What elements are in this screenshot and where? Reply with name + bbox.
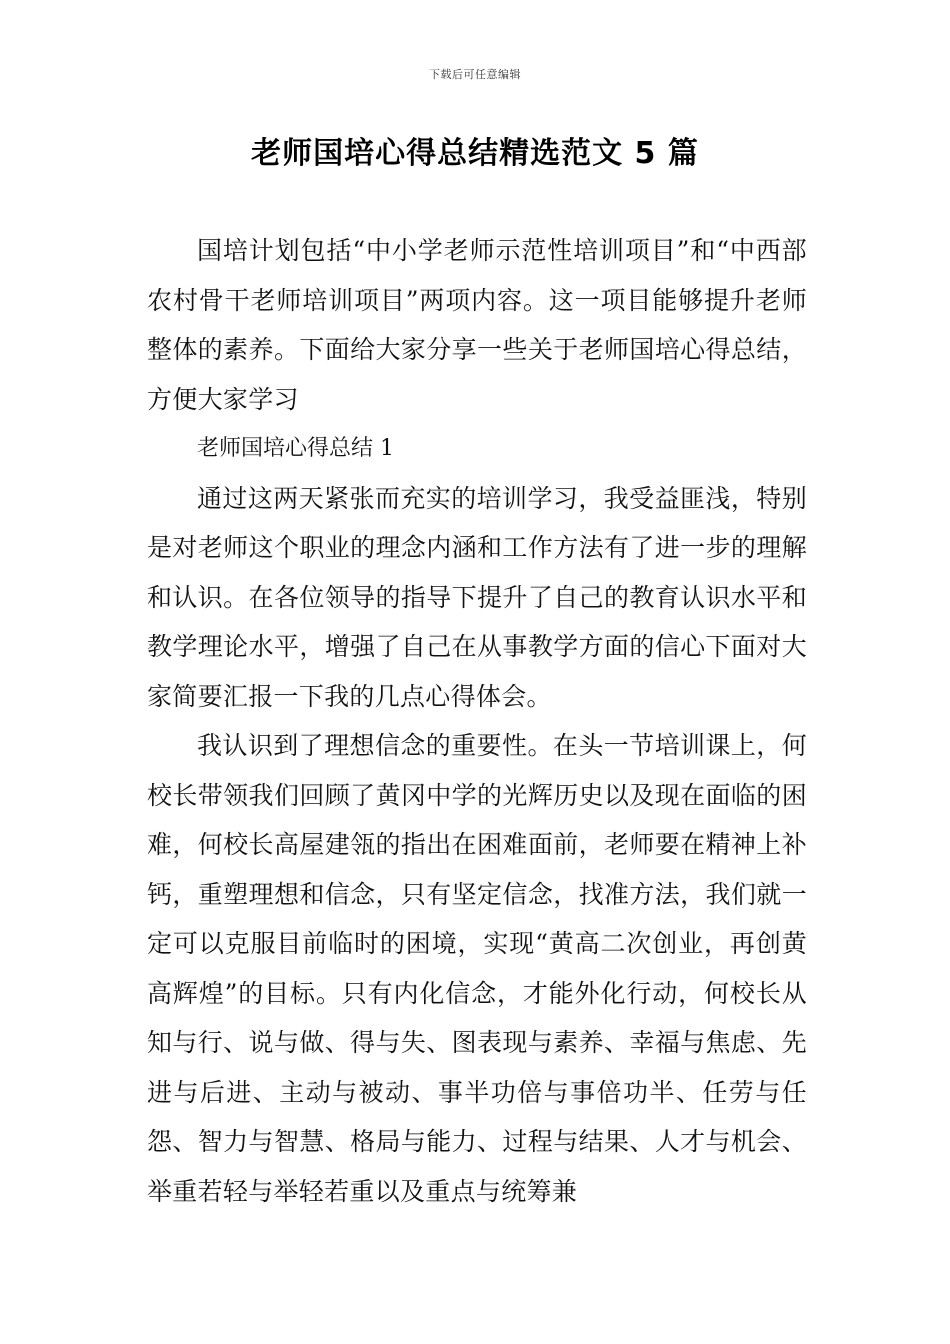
- document-body: [147, 226, 807, 1216]
- header-note: 下载后可任意编辑: [429, 68, 521, 81]
- body-paragraph: 我认识到了理想信念的重要性。在头一节培训课上，何校长带领我们回顾了黄冈中学的光辉历史以及现在面临的困难，何校长高屋建瓴的指出在困难面前，老师要在精神上补钙，重塑理想和信念，只有坚定信念，找准方法，我们就一定可以克服目前临时的困境，实现“黄高二次创业，再创黄高辉煌”的目标。只有内化信念，才能外化行动，何校长从知与行、说与做、得与失、图表现与素养、幸福与焦虑、先进与后进、主动与被动、事半功倍与事倍功半、任劳与任怨、智力与智慧、格局与能力、过程与结果、人才与机会、举重若轻与举轻若重以及重点与统筹兼: [147, 731, 807, 1206]
- document-title: 老师国培心得总结精选范文 5 篇: [251, 136, 699, 171]
- intro-paragraph: 国培计划包括“中小学老师示范性培训项目”和“中西部农村骨干老师培训项目”两项内容。这一项目能够提升老师整体的素养。下面给大家分享一些关于老师国培心得总结，方便大家学习: [147, 236, 807, 414]
- body-paragraph: 通过这两天紧张而充实的培训学习，我受益匪浅，特别是对老师这个职业的理念内涵和工作方法有了进一步的理解和认识。在各位领导的指导下提升了自己的教育认识水平和教学理论水平，增强了自己在从事教学方面的信心下面对大家简要汇报一下我的几点心得体会。: [147, 483, 807, 711]
- section-heading: 老师国培心得总结 1: [197, 436, 394, 461]
